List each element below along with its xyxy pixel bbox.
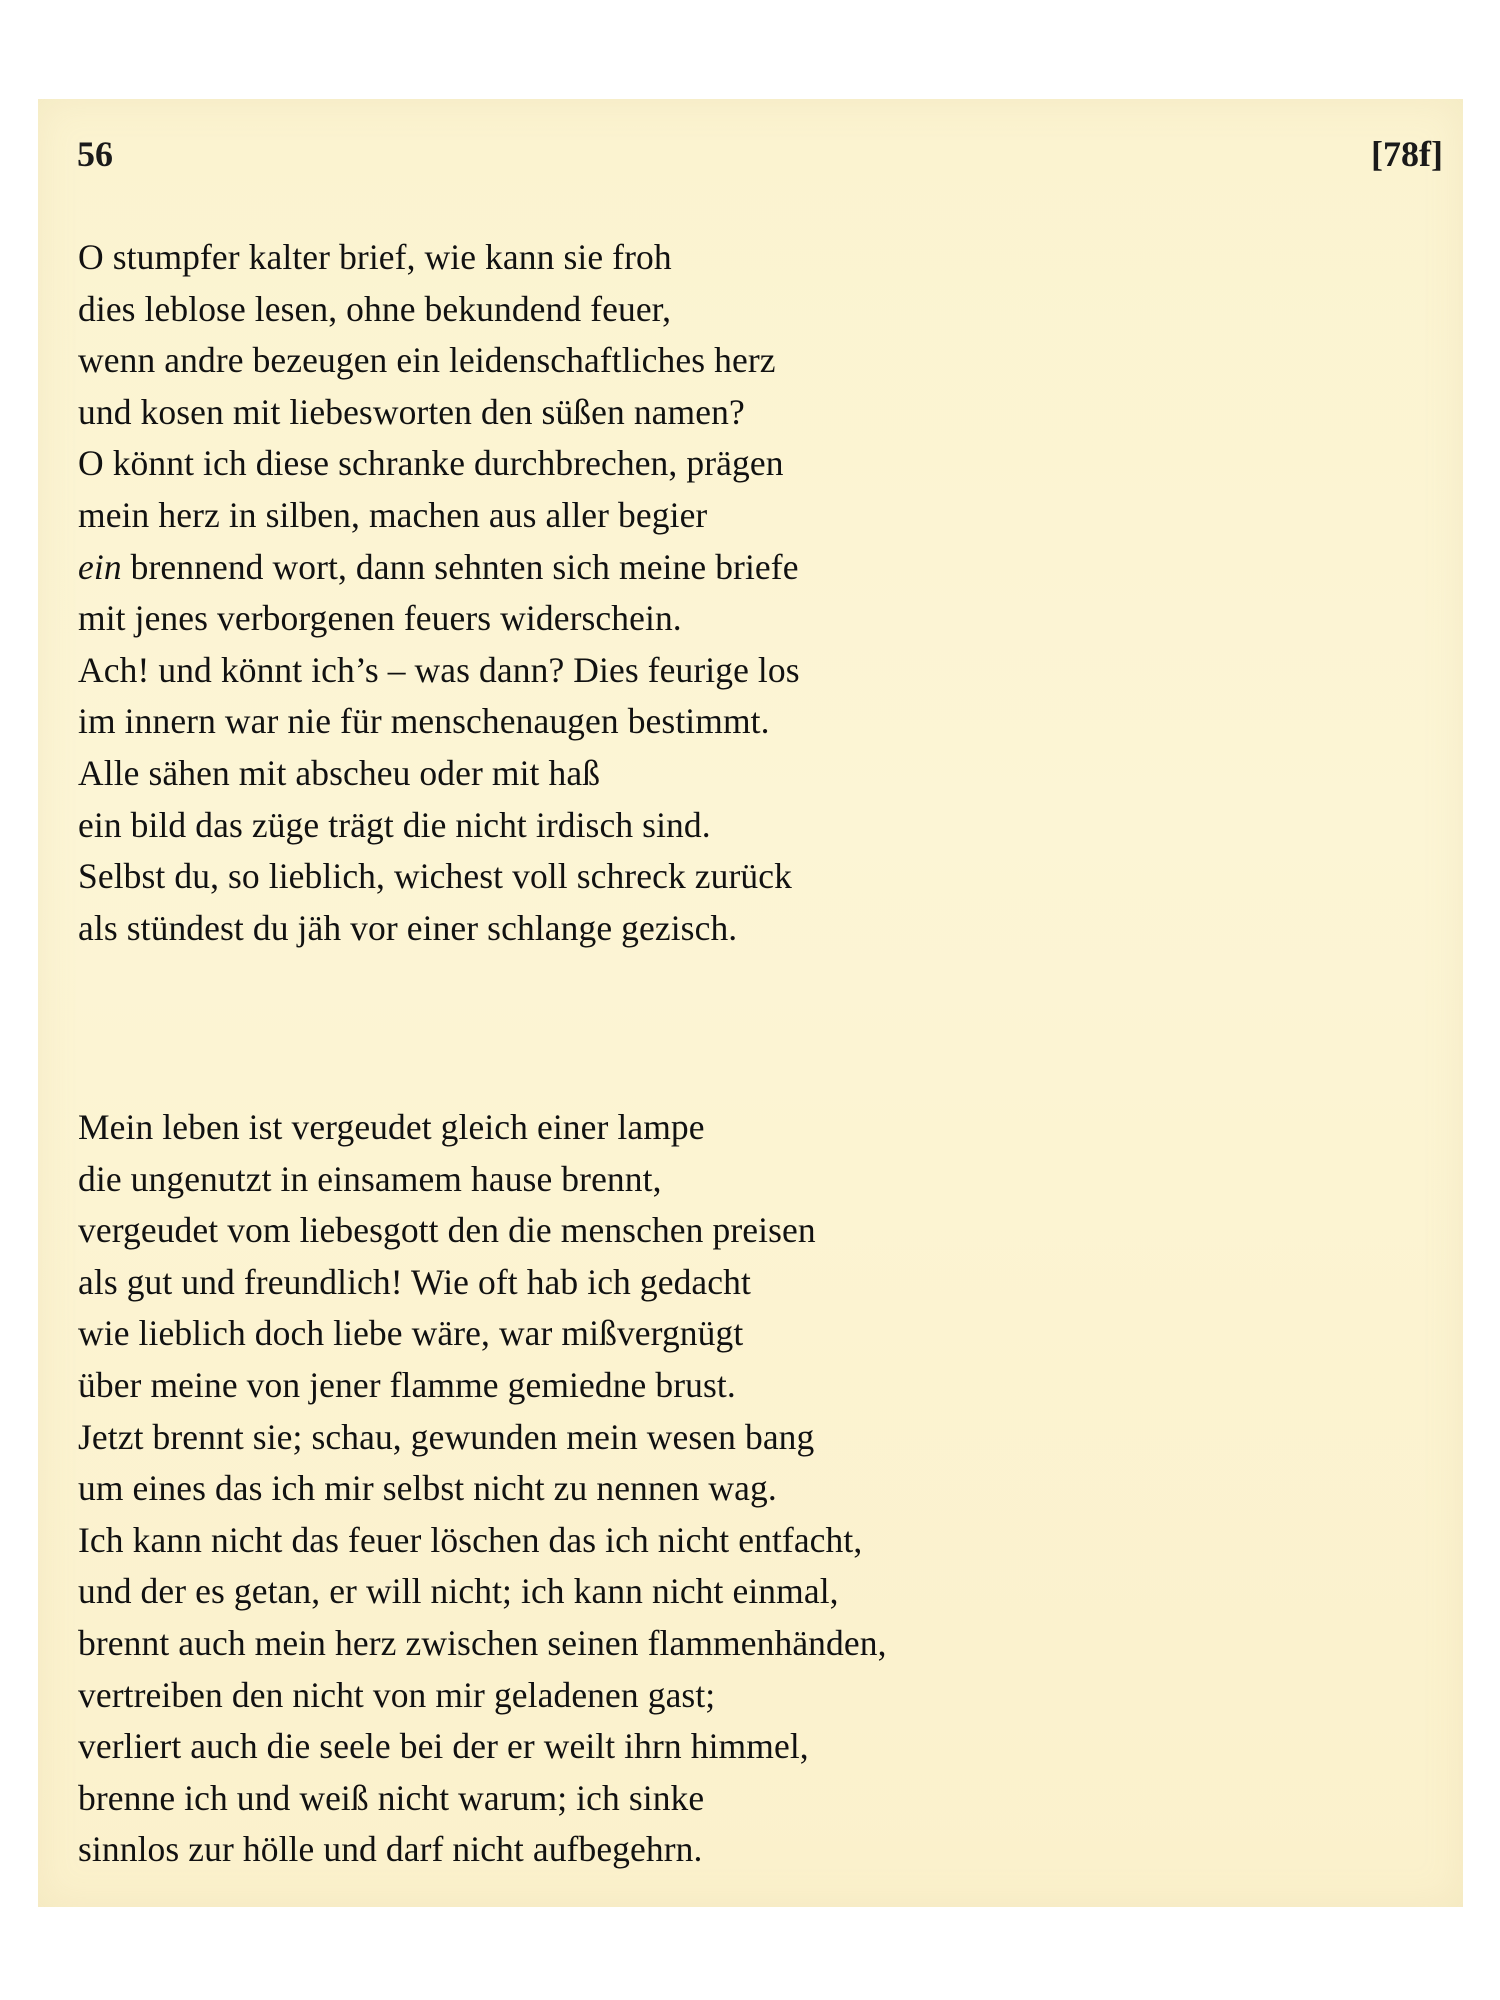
poem-line-text: brenne ich und weiß nicht warum; ich sinke	[78, 1777, 705, 1818]
poem-1	[78, 232, 800, 954]
poem-line-text: brennt auch mein herz zwischen seinen flammenhänden,	[78, 1622, 887, 1663]
poem-line	[78, 1618, 887, 1670]
poem-line	[78, 696, 800, 748]
poem-line-text: wenn andre bezeugen ein leidenschaftliches herz	[78, 340, 776, 381]
poem-line	[78, 1257, 887, 1309]
book-page	[38, 99, 1463, 1907]
poem-line	[78, 1773, 887, 1825]
poem-line-text: mein herz in silben, machen aus aller begier	[78, 494, 708, 535]
poem-line-text: O stumpfer kalter brief, wie kann sie froh	[78, 237, 672, 277]
poem-line-text: mit jenes verborgenen feuers widerschein.	[78, 598, 682, 639]
poem-line-text: O könnt ich diese schranke durchbrechen, prägen	[78, 443, 784, 484]
poem-line-text: Ach! und könnt ich’s – was dann? Dies feurige los	[78, 649, 800, 690]
page-number: 56	[77, 134, 113, 174]
poem-line-text: wie lieblich doch liebe wäre, war mißvergnügt	[78, 1313, 744, 1354]
poem-line	[78, 1670, 887, 1722]
poem-line-text: als stündest du jäh vor einer schlange gezisch.	[78, 907, 738, 948]
poem-line-text: als gut und freundlich! Wie oft hab ich gedacht	[78, 1261, 751, 1302]
poem-line-text: Ich kann nicht das feuer löschen das ich nicht entfacht,	[78, 1519, 863, 1560]
poem-line	[78, 1721, 887, 1773]
poem-line-text: Mein leben ist vergeudet gleich einer lampe	[78, 1107, 705, 1147]
poem-line	[78, 1824, 887, 1876]
poem-line-text: brennend wort, dann sehnten sich meine briefe	[121, 546, 799, 587]
poem-line	[78, 1308, 887, 1360]
poem-line-text: vertreiben den nicht von mir geladenen gast;	[78, 1674, 716, 1715]
poem-line	[78, 1515, 887, 1567]
poem-line-text: Alle sähen mit abscheu oder mit haß	[78, 752, 601, 793]
poem-line	[78, 1102, 887, 1154]
poem-line-text: ein bild das züge trägt die nicht irdisch sind.	[78, 804, 711, 845]
poem-line	[78, 232, 800, 284]
poem-line	[78, 1566, 887, 1618]
poem-line-text: im innern war nie für menschenaugen bestimmt.	[78, 701, 770, 742]
page-header	[77, 133, 1443, 193]
poem-line	[78, 1154, 887, 1206]
poem-line-text: dies leblose lesen, ohne bekundend feuer,	[78, 288, 672, 329]
poem-line	[78, 593, 800, 645]
poem-line-text: und der es getan, er will nicht; ich kann nicht einmal,	[78, 1571, 839, 1612]
page-reference: [78f]	[1371, 134, 1443, 174]
poem-line	[78, 542, 800, 594]
italic-word: ein	[78, 546, 122, 587]
poem-line	[78, 851, 800, 903]
poem-line-text: sinnlos zur hölle und darf nicht aufbegehrn.	[78, 1829, 703, 1870]
poem-line-text: Jetzt brennt sie; schau, gewunden mein wesen bang	[78, 1416, 815, 1457]
poem-line-text: und kosen mit liebesworten den süßen namen?	[78, 391, 745, 432]
poem-line	[78, 1360, 887, 1412]
poem-line	[78, 748, 800, 800]
poem-line	[78, 1205, 887, 1257]
poem-line	[78, 645, 800, 697]
poem-line	[78, 438, 800, 490]
poem-line-text: vergeudet vom liebesgott den die menschen preisen	[78, 1210, 816, 1251]
poem-line	[78, 284, 800, 336]
poem-line	[78, 335, 800, 387]
poem-line	[78, 1463, 887, 1515]
poem-line	[78, 1412, 887, 1464]
poem-line-text: Selbst du, so lieblich, wichest voll schreck zurück	[78, 856, 792, 897]
poem-2	[78, 1102, 887, 1876]
poem-line	[78, 903, 800, 955]
poem-line	[78, 490, 800, 542]
poem-line	[78, 800, 800, 852]
poem-line-text: die ungenutzt in einsamem hause brennt,	[78, 1158, 662, 1199]
poem-line-text: verliert auch die seele bei der er weilt ihrn himmel,	[78, 1726, 809, 1767]
poem-line-text: über meine von jener flamme gemiedne brust.	[78, 1364, 736, 1405]
poem-line-text: um eines das ich mir selbst nicht zu nennen wag.	[78, 1468, 777, 1509]
poem-line	[78, 387, 800, 439]
